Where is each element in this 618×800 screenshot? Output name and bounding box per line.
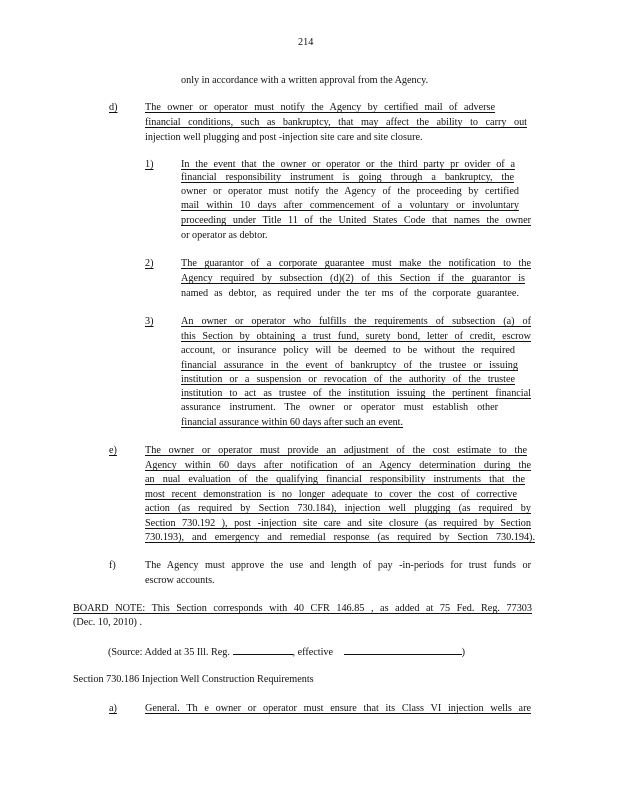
item-d3-line-7: assurance instrument. The owner or operator must establish other <box>181 402 498 413</box>
board-note-line-2: (Dec. 10, 2010) . <box>73 617 143 628</box>
item-d-line-1: The owner or operator must notify the Agency by certified mail of adverse <box>145 102 495 113</box>
item-d2-line-2: Agency required by subsection (d)(2) of this Section if the guarantor is <box>181 273 525 284</box>
item-d3-line-2: this Section by obtaining a trust fund, surety bond, letter of credit, escrow <box>181 331 531 342</box>
source-middle: , effective <box>292 647 334 658</box>
item-e-line-4: most recent demonstration is no longer adequate to cover the cost of corrective <box>145 489 517 500</box>
item-e-line-1: The owner or operator must provide an adjustment of the cost estimate to the <box>145 445 527 456</box>
item-d1-line-2: financial responsibility instrument is going through a bankruptcy, the <box>181 172 514 183</box>
item-d1-line-4: mail within 10 days after commencement of a voluntary or involuntary <box>181 200 519 211</box>
source-line <box>108 645 465 659</box>
register-blank <box>233 645 293 655</box>
item-d-line-2: financial conditions, such as bankruptcy, that may affect the ability to carry out <box>145 117 527 128</box>
item-d1-label: 1) <box>145 159 154 170</box>
item-d3-label: 3) <box>145 316 154 327</box>
item-d-label: d) <box>109 102 118 113</box>
item-f-label: f) <box>109 560 116 571</box>
source-prefix: (Source: Added at 35 Ill. Reg. <box>108 647 230 658</box>
item-f-line-2: escrow accounts. <box>145 575 215 586</box>
item-d3-line-6: institution to act as trustee of the institution issuing the pertinent financial <box>181 388 531 399</box>
item-d1-line-6: or operator as debtor. <box>181 230 268 241</box>
item-d3-line-5: institution or a suspension or revocation of the authority of the trustee <box>181 374 515 385</box>
item-d2-line-3: named as debtor, as required under the ter ms of the corporate guarantee. <box>181 288 519 299</box>
item-d3-line-4: financial assurance in the event of bankruptcy of the trustee or issuing <box>181 360 518 371</box>
item-d1-line-5: proceeding under Title 11 of the United States Code that names the owner <box>181 215 531 226</box>
item-e-line-3: an nual evaluation of the qualifying financial responsibility instruments that the <box>145 474 525 485</box>
section-heading: Section 730.186 Injection Well Construction Requirements <box>73 674 314 685</box>
item-e-label: e) <box>109 445 117 456</box>
item-d3-line-3: account, or insurance policy will be deemed to be without the required <box>181 345 515 356</box>
item-e-line-2: Agency within 60 days after notification of an Agency determination during the <box>145 460 531 471</box>
page-number: 214 <box>298 37 314 48</box>
item-d3-line-8: financial assurance within 60 days after such an event. <box>181 417 404 428</box>
item-e-line-7: 730.193), and emergency and remedial response (as required by Section 730.194). <box>145 532 535 543</box>
item-d1-line-3: owner or operator must notify the Agency of the proceeding by certified <box>181 186 519 197</box>
source-suffix: ) <box>461 647 465 658</box>
item-e-line-6: Section 730.192 ), post -injection site care and site closure (as required by Section <box>145 518 531 529</box>
item-d-line-3: injection well plugging and post -injection site care and site closure. <box>145 132 423 143</box>
item-d1-line-1: In the event that the owner or operator or the third party pr ovider of a <box>181 159 515 170</box>
effective-date-blank <box>344 645 462 655</box>
item-d2-line-1: The guarantor of a corporate guarantee must make the notification to the <box>181 258 531 269</box>
board-note-line-1: BOARD NOTE: This Section corresponds with 40 CFR 146.85 , as added at 75 Fed. Reg. 77303 <box>73 603 532 614</box>
item-f-line-1: The Agency must approve the use and length of pay -in-periods for trust funds or <box>145 560 531 571</box>
item-d3-line-1: An owner or operator who fulfills the requirements of subsection (a) of <box>181 316 531 327</box>
item-a-line-1: General. Th e owner or operator must ensure that its Class VI injection wells are <box>145 703 531 714</box>
continuation-line: only in accordance with a written approval from the Agency. <box>181 75 429 86</box>
item-e-line-5: action (as required by Section 730.184), injection well plugging (as required by <box>145 503 531 514</box>
item-d2-label: 2) <box>145 258 154 269</box>
item-a-label: a) <box>109 703 117 714</box>
